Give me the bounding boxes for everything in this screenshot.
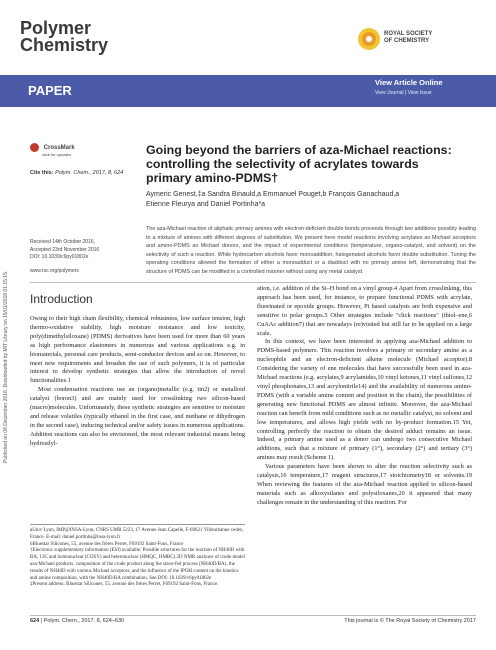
footer-citation: Polym. Chem., 2017, 8, 624–630	[43, 618, 125, 624]
paragraph: Most condensation reactions use an (organo)metallic (e.g. tin2) or metalloid catalyst (boron3) and are mainly used for crosslinking two silicon-based (macro)molecules. Unfortunately, these synthetic strategies are sensitive to moisture and release volatiles (typically ethanol in the first case, and methane or dihydrogen in the second case), inducing technical and/or safety issues in numerous applications. Addition reactions can also be envisioned, the most relevant industrial means being hydrosilyl-	[30, 386, 245, 447]
journal-url[interactable]: www.rsc.org/polymers	[30, 267, 79, 274]
footer-sep: |	[40, 618, 44, 624]
author-line-1: Aymeric Genest,‡a Sandra Binauld,a Emmanuel Pouget,b François Ganachaud,a	[146, 191, 400, 198]
body-column-left	[30, 315, 245, 449]
journal-title-line1: Polymer	[20, 18, 92, 38]
author-line-2: Etienne Fleurya and Daniel Portinha*a	[146, 201, 266, 208]
accepted-date: Accepted 23rd November 2016	[30, 246, 100, 253]
section-divider	[30, 282, 476, 283]
abstract: The aza-Michael reaction of aliphatic primary amines with electron-deficient double bonds proceeds through two additions possibly leading to a mixture of amines with different degrees of substitution. We present here model reactions involving acrylates as Michael acceptors and amino-PDMS as Michael donors, and the impact of experimental conditions (temperature, organo-catalyst, and solvent) on the selectivity of such a reaction. While hydrocarbon alcohols favor monoaddition, halogenated alcohols favor double substitution. Tuning the operating conditions allowed the formation of either a monoadduct or a diadduct with no primary amine left, demonstrating that the structure of PDMS can be modified in a controlled manner without using any metal catalyst.	[146, 226, 476, 275]
publisher-name	[384, 31, 432, 45]
paragraph: Various parameters have been shown to alter the reaction selectivity such as catalysts,16 temperature,17 reagent structures,17 stoichiometry18 or solvents.19 When reviewing the features of the aza-Michael reaction applied to silicon-based materials such as alkoxysilanes and polysiloxanes,20 it appeared that many challenges remain in the understanding of this reaction. For	[257, 463, 472, 506]
footnote: ‡Present address: Bluestar Silicones, 55, avenue des frères Perret, F69192 Saint-Fons, France.	[30, 582, 219, 588]
journal-title	[20, 20, 108, 54]
footer-copyright: This journal is © The Royal Society of Chemistry 2017	[344, 618, 476, 624]
download-side-note: Published on 08 December 2016. Downloaded by MIT Library on 15/01/2018 01:15:15.	[3, 270, 9, 463]
crossmark-label: CrossMark	[43, 145, 75, 152]
paragraph: Owing to their high chain flexibility, chemical robustness, low surface tension, high thermo-oxidative stability, high moisture resistance and low toxicity, poly(dimethylsiloxane) (PDMS) derivatives have been used for more than 60 years as high performance elastomers in numerous and various applications e.g. in biomaterials, personal care products, semi-conductor devices and so on. However, to meet new requirements and broaden the use of such polymers, it is of particular interest to develop synthetic strategies that allow the introduction of novel functionalities.1	[30, 315, 245, 385]
footnote: †Electronic supplementary information (ESI) available: Possible structures for the reaction of NH40D with BA, 13C and homonuclear (COSY) and heteronuclear (HMQC, HMBC) 2D NMR analyses of crude model aza-Michael products, composition of the crude product along the stave-fed process (NH40D/BA), the results of NH40D with various Michael acceptors, and the influence of the IPOH content on the kinetics and amine composition, with the NH40D/BA combination. See DOI: 10.1039/c6py01802e	[30, 548, 245, 581]
crossmark-icon	[30, 143, 39, 152]
publisher-line2: OF CHEMISTRY	[384, 38, 430, 44]
page-number: 624	[30, 618, 40, 624]
journal-title-line2: Chemistry	[20, 35, 109, 55]
paragraph: ation, i.e. addition of the Si–H bond on a vinyl group.4 Apart from crosslinking, this approach has been used, for instance, to prepare functional PDMS with acrylate, fluorinated or epoxide groups. However, Pt based catalysts are both expensive and sensitive to polar groups.5 Other strategies include "click reactions" (thiol–ene,6 CuAAc addition7) that are nowadays (re)visited but still far to be applied on a large scale.	[257, 285, 472, 337]
footnote: bBluestar Silicones, 55, avenue des frères Perret, F69192 Saint-Fons, France	[30, 541, 184, 547]
doi[interactable]: DOI: 10.1039/c6py01802e	[30, 254, 89, 260]
view-journal-issue-link[interactable]: View Journal | View Issue	[375, 90, 432, 96]
publisher-line1: ROYAL SOCIETY	[384, 31, 433, 37]
footnote: aUniv Lyon, IMP@INSA-Lyon, CNRS UMR 5223, 17 Avenue Jean Capelle, F-69621 Villeurbanne cedex, France. E-mail: daniel.portinha@insa-lyon.fr	[30, 528, 244, 540]
section-heading-introduction: Introduction	[30, 292, 93, 306]
view-article-online-link[interactable]: View Article Online	[375, 78, 443, 87]
paragraph: In this context, we have been interested in applying aza-Michael addition to PDMS-based polymers. This reaction involves a primary or secondary amine as a nucleophile and an electron-deficient alkene molecule (Michael acceptor).8 Considering the variety of ene molecules that have successfully been used in aza-Michael reactions (e.g. acrylates,9 acrylamides,10 vinyl ketones,11 vinyl sulfones,12 vinyl phosphonates,13 and acrylonitrile14) and the availability of numerous amino-PDMS (with a variable amine content and position in the chain), the possibilities of generating new functional PDMS are almost infinite. Moreover, the aza-Michael reaction can benefit from mild conditions such as no metallic catalyst, no solvent and low temperatures, and allows high yields with no by-product formation.15 Yet, controlling perfectly the reaction to obtain the desired adduct remains an issue. Indeed, a primary amine used as a donor can undergo two consecutive Michael additions, such that a mixture of primary (1°), secondary (2°) and tertiary (3°) amines may result (Scheme 1).	[257, 338, 472, 462]
body-column-right	[257, 285, 472, 508]
received-info	[30, 239, 99, 275]
received-date: Received 14th October 2016,	[30, 239, 96, 245]
cite-ref: Polym. Chem., 2017, 8, 624	[55, 170, 124, 176]
crossmark-badge[interactable]	[30, 143, 75, 157]
crossmark-sub: click for updates	[42, 152, 71, 157]
author-list	[146, 190, 476, 210]
article-title: Going beyond the barriers of aza-Michael reactions: controlling the selectivity of acrylates towards primary amino-PDMS†	[146, 143, 452, 185]
article-type-label: PAPER	[28, 83, 72, 98]
footer-left	[30, 618, 124, 624]
footnotes	[30, 528, 245, 589]
cite-label: Cite this:	[30, 170, 54, 176]
citation	[30, 170, 123, 176]
